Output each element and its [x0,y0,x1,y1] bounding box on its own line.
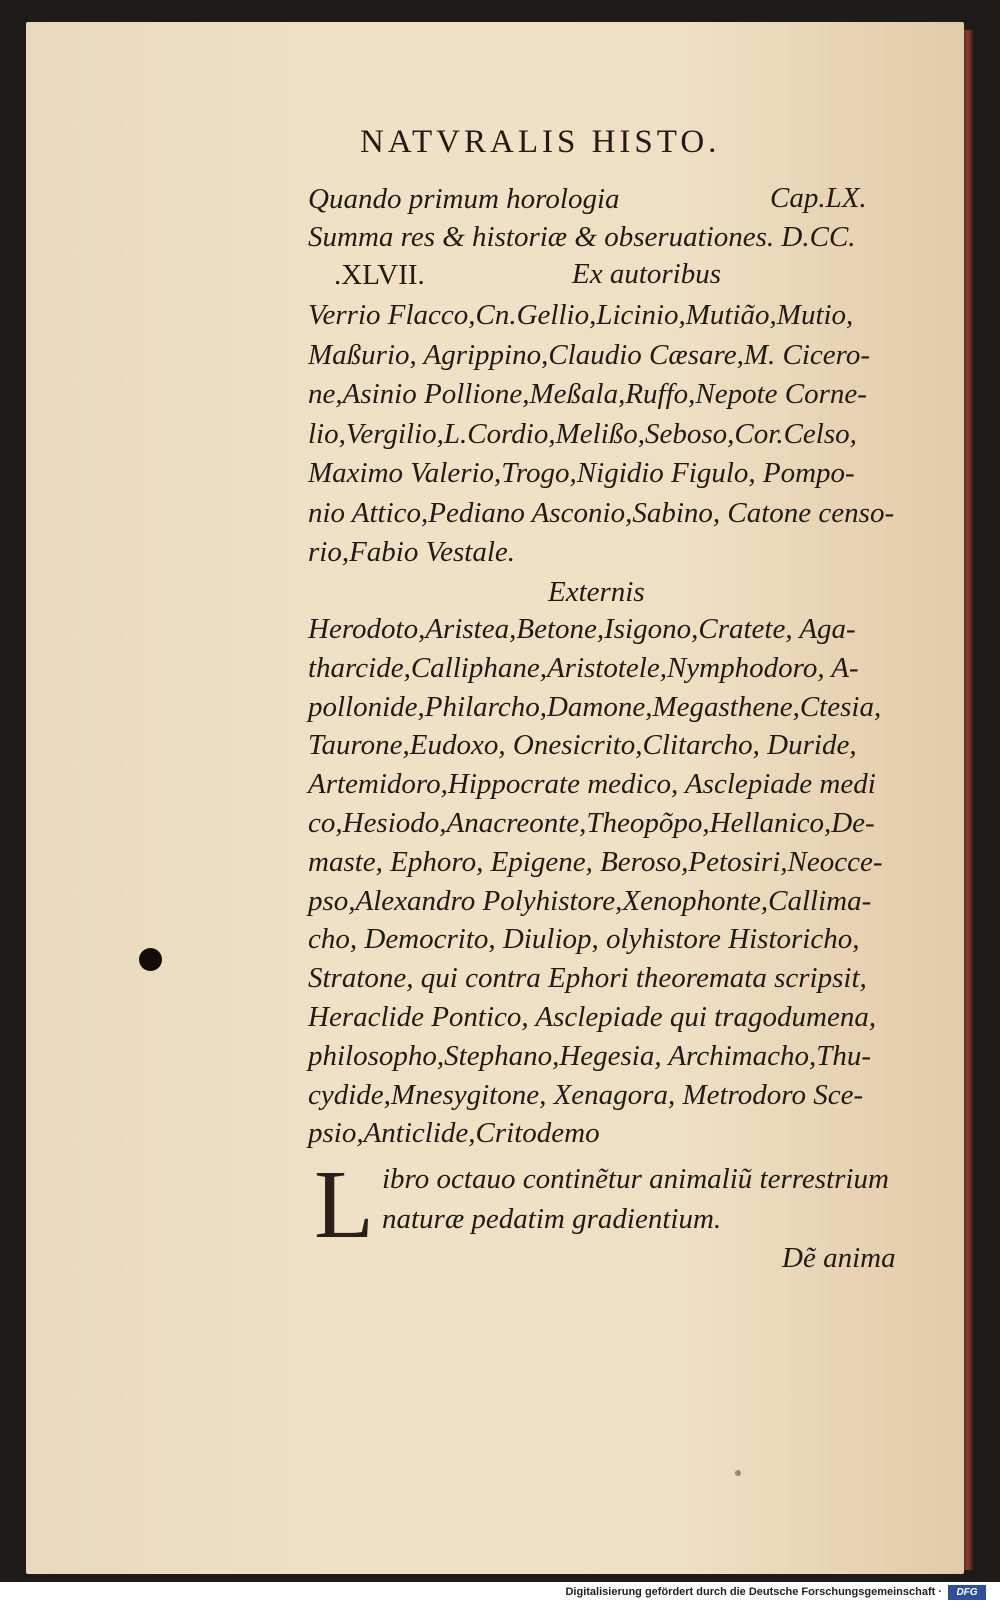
externis-line: pso,Alexandro Polyhistore,Xenophonte,Callima- [308,884,872,917]
book-summary-line-1: ibro octauo continẽtur animaliũ terrestrium [382,1163,889,1195]
page-edge [963,30,973,1570]
externis-line: Heraclide Pontico, Asclepiade qui tragodumena, [308,1001,877,1033]
externis-line: tharcide,Calliphane,Aristotele,Nymphodoro, A- [308,651,859,684]
chapter-title: Quando primum horologia [308,183,620,215]
footer-credit: Digitalisierung gefördert durch die Deutsche Forschungsgemeinschaft · [565,1586,942,1598]
chapter-number: Cap.LX. [770,182,867,214]
author-line: Maximo Valerio,Trogo,Nigidio Figulo, Pompo- [308,457,855,489]
externis-line: co,Hesiodo,Anacreonte,Theopõpo,Hellanico,De- [308,807,875,839]
section-heading-authors: Ex autoribus [572,258,722,290]
author-line: rio,Fabio Vestale. [308,536,516,568]
externis-line: philosopho,Stephano,Hegesia, Archimacho,Thu- [308,1039,872,1072]
externis-line: pollonide,Philarcho,Damone,Megasthene,Ctesia, [308,690,882,723]
drop-capital: L [314,1151,374,1259]
externis-line: Artemidoro,Hippocrate medico, Asclepiade medi [308,768,876,801]
section-heading-externis: Externis [548,576,645,608]
catchword: Dẽ anima [782,1242,896,1274]
externis-line: Stratone, qui contra Ephori theoremata scripsit, [308,962,867,995]
externis-line: maste, Ephoro, Epigene, Beroso,Petosiri,Neocce- [308,845,883,878]
externis-line: cho, Democrito, Diuliop, olyhistore Historicho, [308,923,860,956]
externis-line: Taurone,Eudoxo, Onesicrito,Clitarcho, Duride, [308,729,857,762]
externis-line: cydide,Mnesygitone, Xenagora, Metrodoro Sce- [308,1078,864,1111]
book-summary-line-2: naturæ pedatim gradientium. [382,1203,722,1235]
paper-speck [735,1470,741,1476]
author-line: Verrio Flacco,Cn.Gellio,Licinio,Mutião,Mutio, [308,299,854,331]
externis-line: psio,Anticlide,Critodemo [308,1117,600,1150]
digitization-footer [0,1582,1000,1604]
author-line: lio,Vergilio,L.Cordio,Melißo,Seboso,Cor.Celso, [308,417,857,450]
externis-line: Herodoto,Aristea,Betone,Isigono,Cratete, Aga- [308,613,856,645]
running-header: NATVRALIS HISTO. [360,124,721,160]
ink-blot [139,948,162,971]
summary-line-2: .XLVII. [334,259,425,291]
author-line: Maßurio, Agrippino,Claudio Cæsare,M. Cicero- [308,338,871,371]
author-line: nio Attico,Pediano Asconio,Sabino, Catone censo- [308,496,895,529]
summary-line: Summa res & historiæ & obseruationes. D.CC. [308,221,856,253]
author-line: ne,Asinio Pollione,Meßala,Ruffo,Nepote Corne- [308,378,867,410]
dfg-logo: DFG [948,1585,986,1600]
